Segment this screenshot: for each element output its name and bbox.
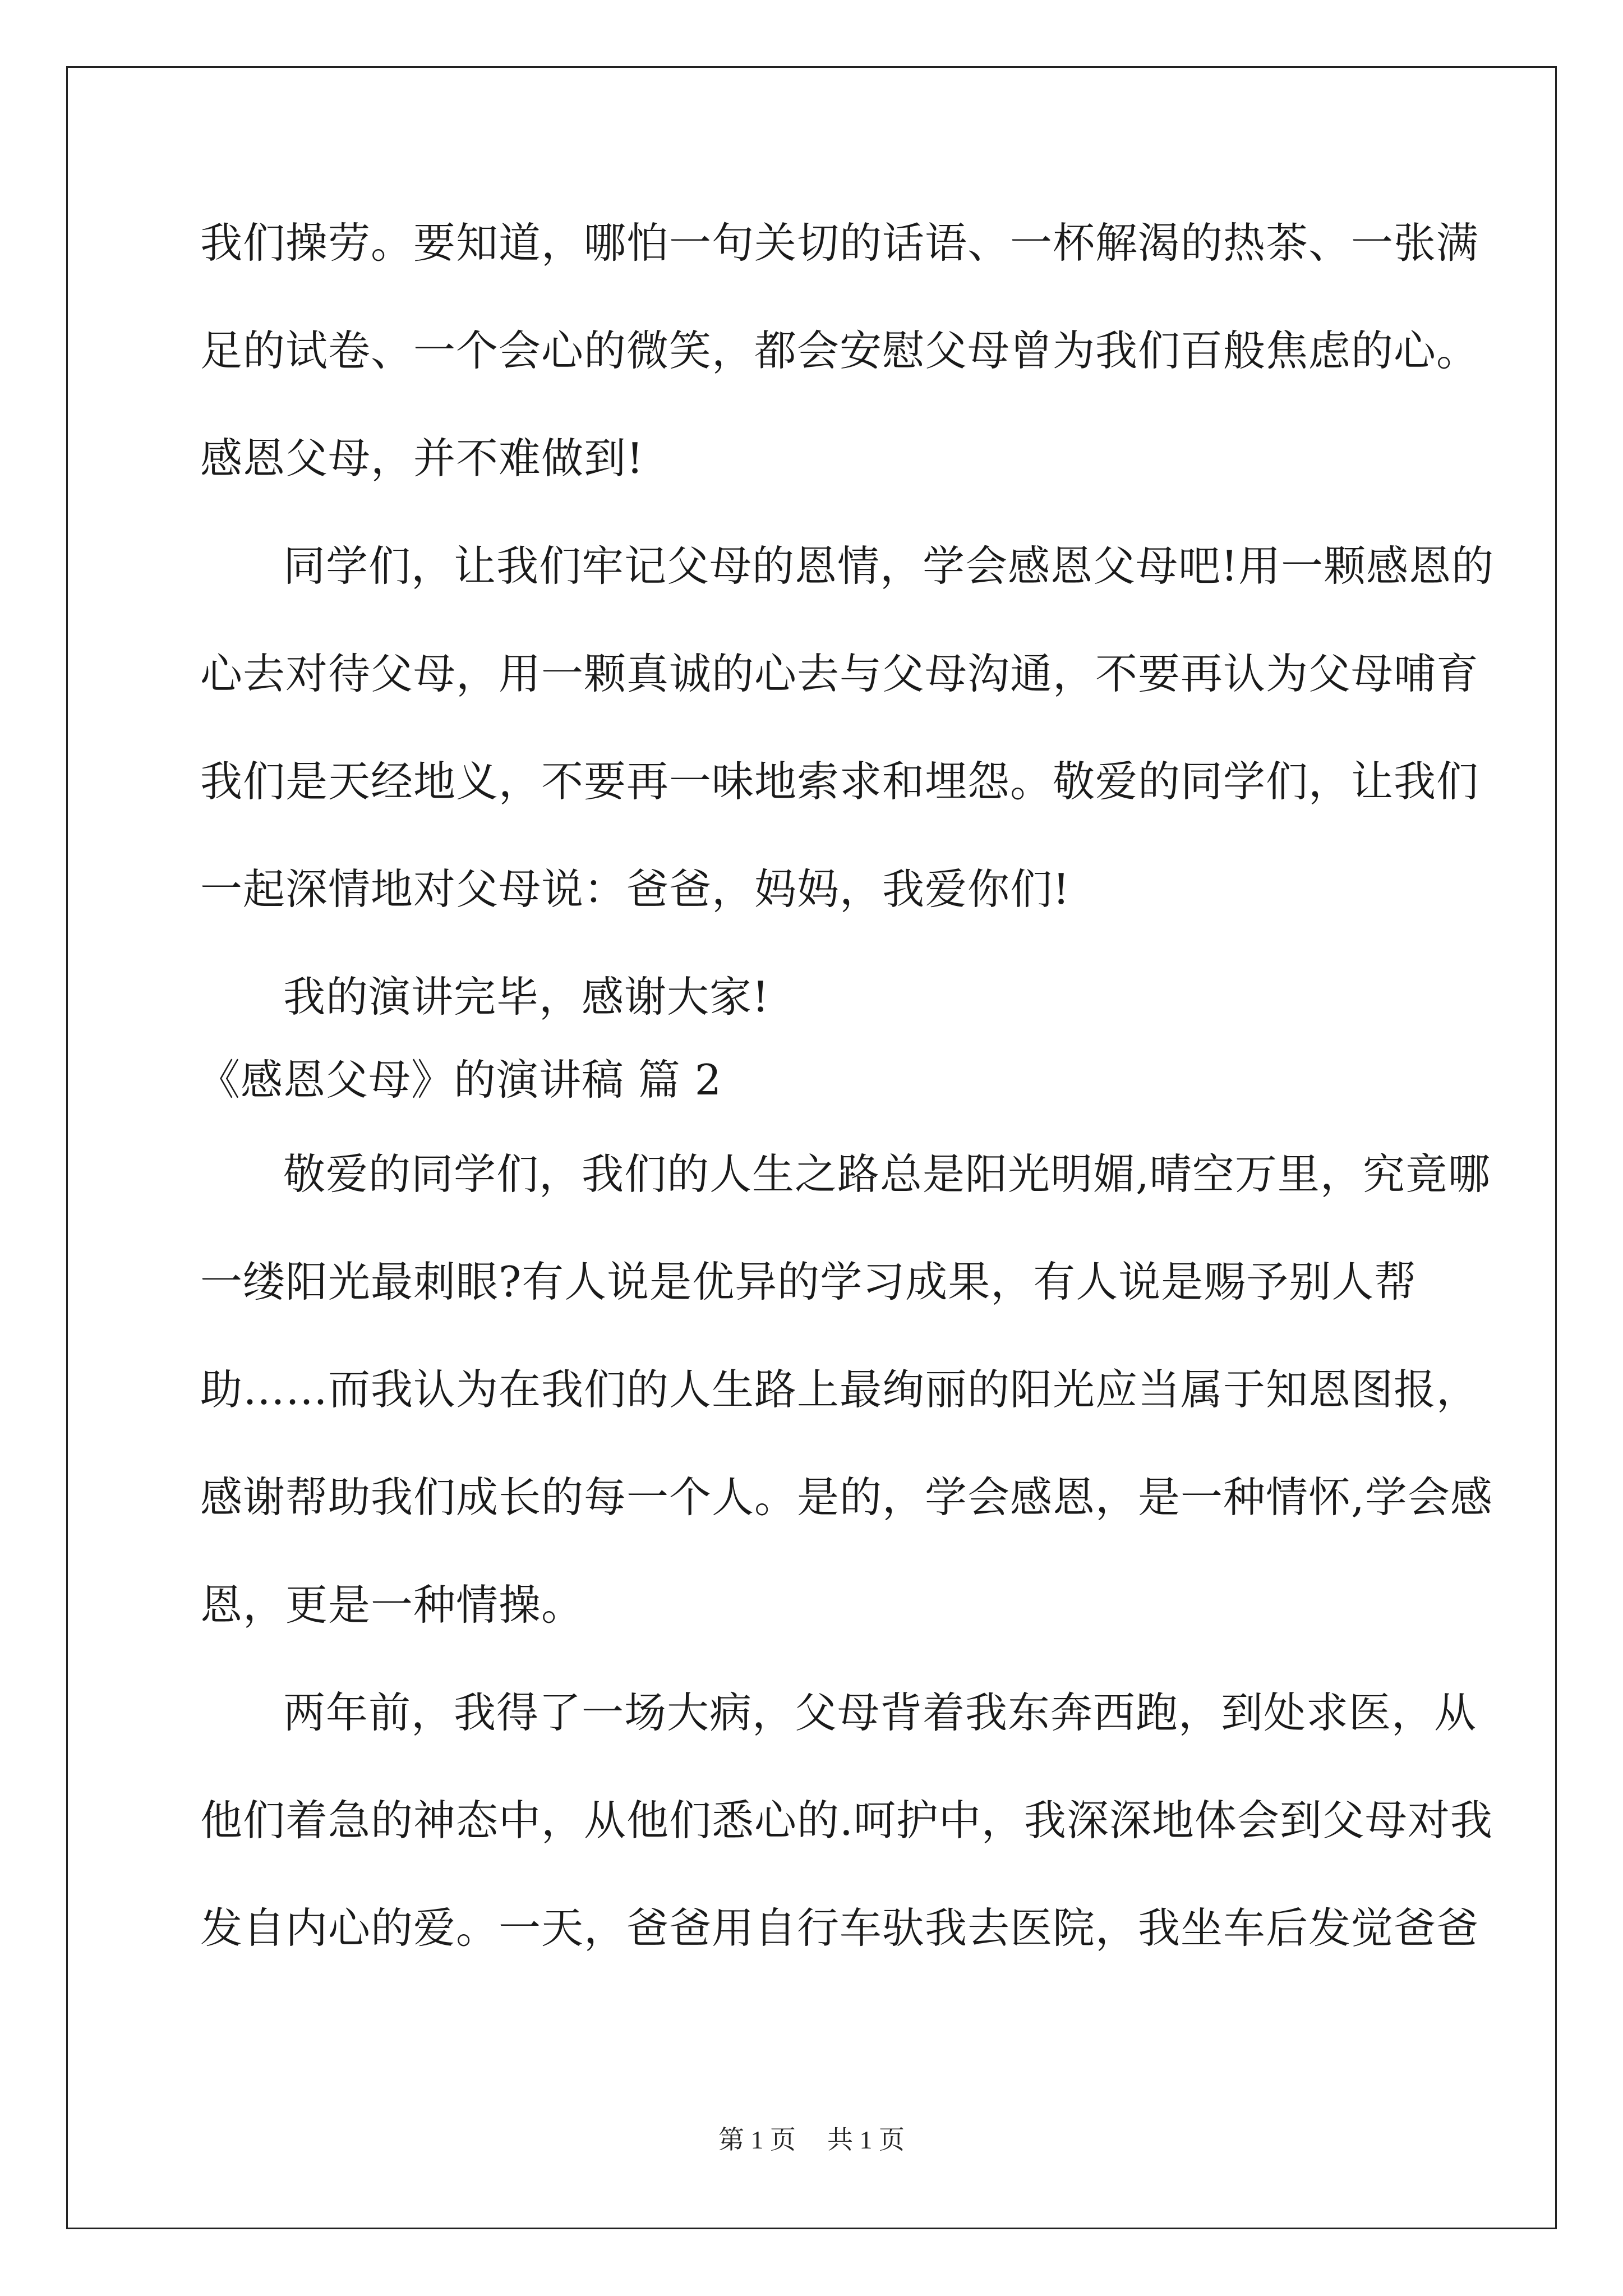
page-total: 共 1 页 [827, 2125, 905, 2154]
paragraph-line: 助……而我认为在我们的人生路上最绚丽的阳光应当属于知恩图报， [200, 1365, 1479, 1414]
paragraph-line: 感谢帮助我们成长的每一个人。是的，学会感恩，是一种情怀,学会感 [200, 1473, 1493, 1522]
paragraph-line: 感恩父母，并不难做到! [200, 434, 644, 483]
paragraph-line: 一起深情地对父母说：爸爸，妈妈，我爱你们! [200, 864, 1071, 914]
section-heading: 《感恩父母》的演讲稿 篇 2 [198, 1055, 722, 1105]
paragraph-line: 我们操劳。要知道，哪怕一句关切的话语、一杯解渴的热茶、一张满 [200, 218, 1479, 268]
paragraph-line: 他们着急的神态中，从他们悉心的.呵护中，我深深地体会到父母对我 [200, 1796, 1493, 1845]
paragraph-line: 我们是天经地义，不要再一味地索求和埋怨。敬爱的同学们，让我们 [200, 757, 1479, 806]
paragraph-line: 一缕阳光最刺眼?有人说是优异的学习成果，有人说是赐予别人帮 [200, 1257, 1417, 1306]
page-footer [0, 2119, 1623, 2156]
paragraph-line: 足的试卷、一个会心的微笑，都会安慰父母曾为我们百般焦虑的心。 [200, 326, 1479, 375]
paragraph-line: 发自内心的爱。一天，爸爸用自行车驮我去医院，我坐车后发觉爸爸 [200, 1903, 1479, 1953]
paragraph-line: 两年前，我得了一场大病，父母背着我东奔西跑，到处求医，从 [283, 1688, 1477, 1737]
paragraph-line: 敬爱的同学们，我们的人生之路总是阳光明媚,晴空万里，究竟哪 [283, 1149, 1491, 1199]
paragraph-line: 同学们，让我们牢记父母的恩情，学会感恩父母吧!用一颗感恩的 [283, 541, 1495, 591]
paragraph-line: 心去对待父母，用一颗真诚的心去与父母沟通，不要再认为父母哺育 [200, 649, 1479, 698]
paragraph-line: 我的演讲完毕，感谢大家! [283, 972, 770, 1022]
page-number: 第 1 页 [718, 2125, 796, 2154]
paragraph-line: 恩，更是一种情操。 [200, 1580, 584, 1630]
